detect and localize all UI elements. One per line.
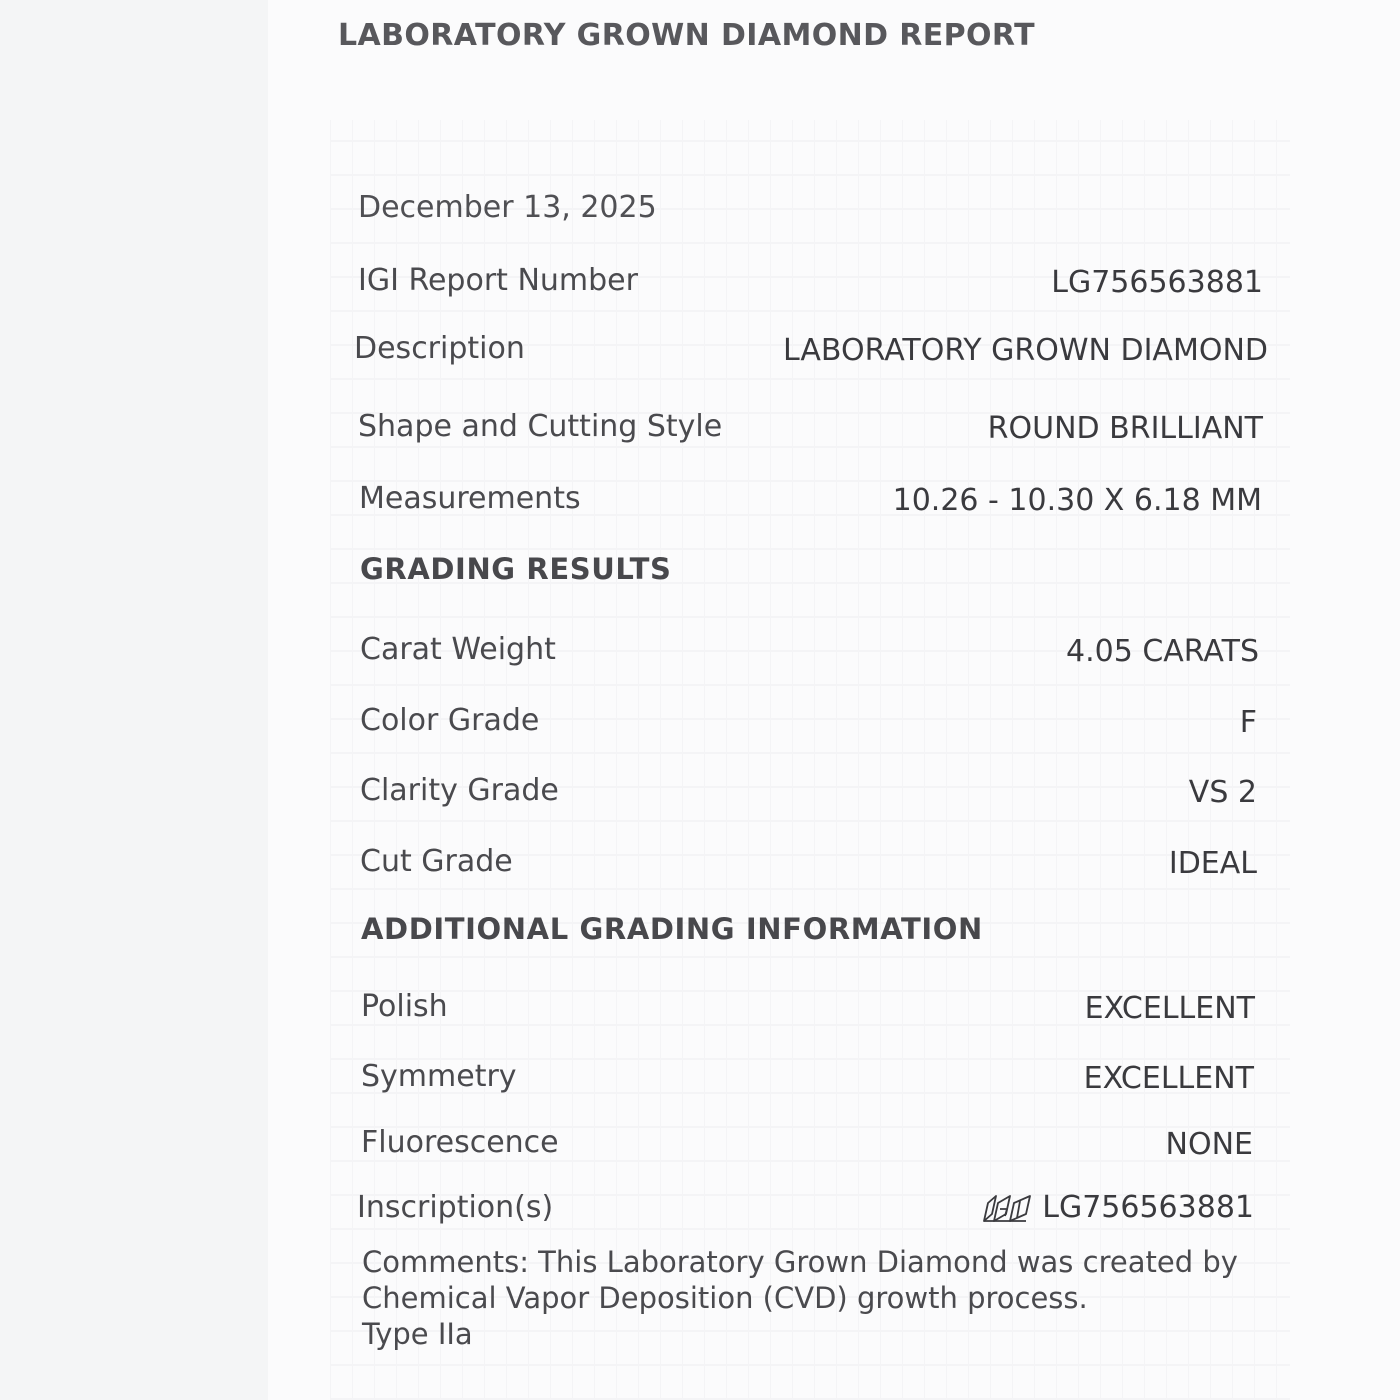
- fluorescence-value: NONE: [1165, 1127, 1253, 1162]
- description-label: Description: [354, 331, 525, 366]
- report-number-value: LG756563881: [1051, 265, 1263, 300]
- carat-weight-value: 4.05 CARATS: [1066, 634, 1259, 669]
- comments-block: [362, 1244, 1262, 1352]
- clarity-grade-label: Clarity Grade: [360, 773, 559, 808]
- page-margin: [0, 0, 268, 1400]
- symmetry-label: Symmetry: [361, 1059, 517, 1094]
- grading-results-heading: GRADING RESULTS: [360, 552, 672, 586]
- color-grade-label: Color Grade: [360, 703, 540, 738]
- report-number-label: IGI Report Number: [358, 263, 638, 298]
- inscription-value-group: [980, 1190, 1254, 1225]
- comments-text: Comments: This Laboratory Grown Diamond was created by Chemical Vapor Deposition (CVD) growth process.: [362, 1245, 1238, 1315]
- report-title: LABORATORY GROWN DIAMOND REPORT: [338, 18, 1035, 53]
- measurements-label: Measurements: [359, 481, 581, 516]
- diamond-type: Type IIa: [362, 1317, 473, 1351]
- fluorescence-label: Fluorescence: [361, 1125, 559, 1160]
- additional-info-heading: ADDITIONAL GRADING INFORMATION: [361, 912, 983, 946]
- description-value: LABORATORY GROWN DIAMOND: [783, 333, 1268, 368]
- carat-weight-label: Carat Weight: [360, 632, 556, 667]
- polish-value: EXCELLENT: [1084, 991, 1255, 1026]
- cut-grade-label: Cut Grade: [360, 844, 513, 879]
- report-date: December 13, 2025: [358, 190, 657, 225]
- clarity-grade-value: VS 2: [1188, 775, 1257, 810]
- measurements-value: 10.26 - 10.30 X 6.18 MM: [892, 483, 1262, 518]
- inscription-value: LG756563881: [1042, 1190, 1254, 1225]
- igi-logo-icon: [980, 1191, 1034, 1225]
- shape-value: ROUND BRILLIANT: [987, 411, 1263, 446]
- polish-label: Polish: [361, 989, 448, 1024]
- inscription-label: Inscription(s): [357, 1190, 554, 1225]
- color-grade-value: F: [1239, 705, 1257, 740]
- cut-grade-value: IDEAL: [1168, 846, 1257, 881]
- shape-label: Shape and Cutting Style: [358, 409, 723, 444]
- symmetry-value: EXCELLENT: [1083, 1061, 1254, 1096]
